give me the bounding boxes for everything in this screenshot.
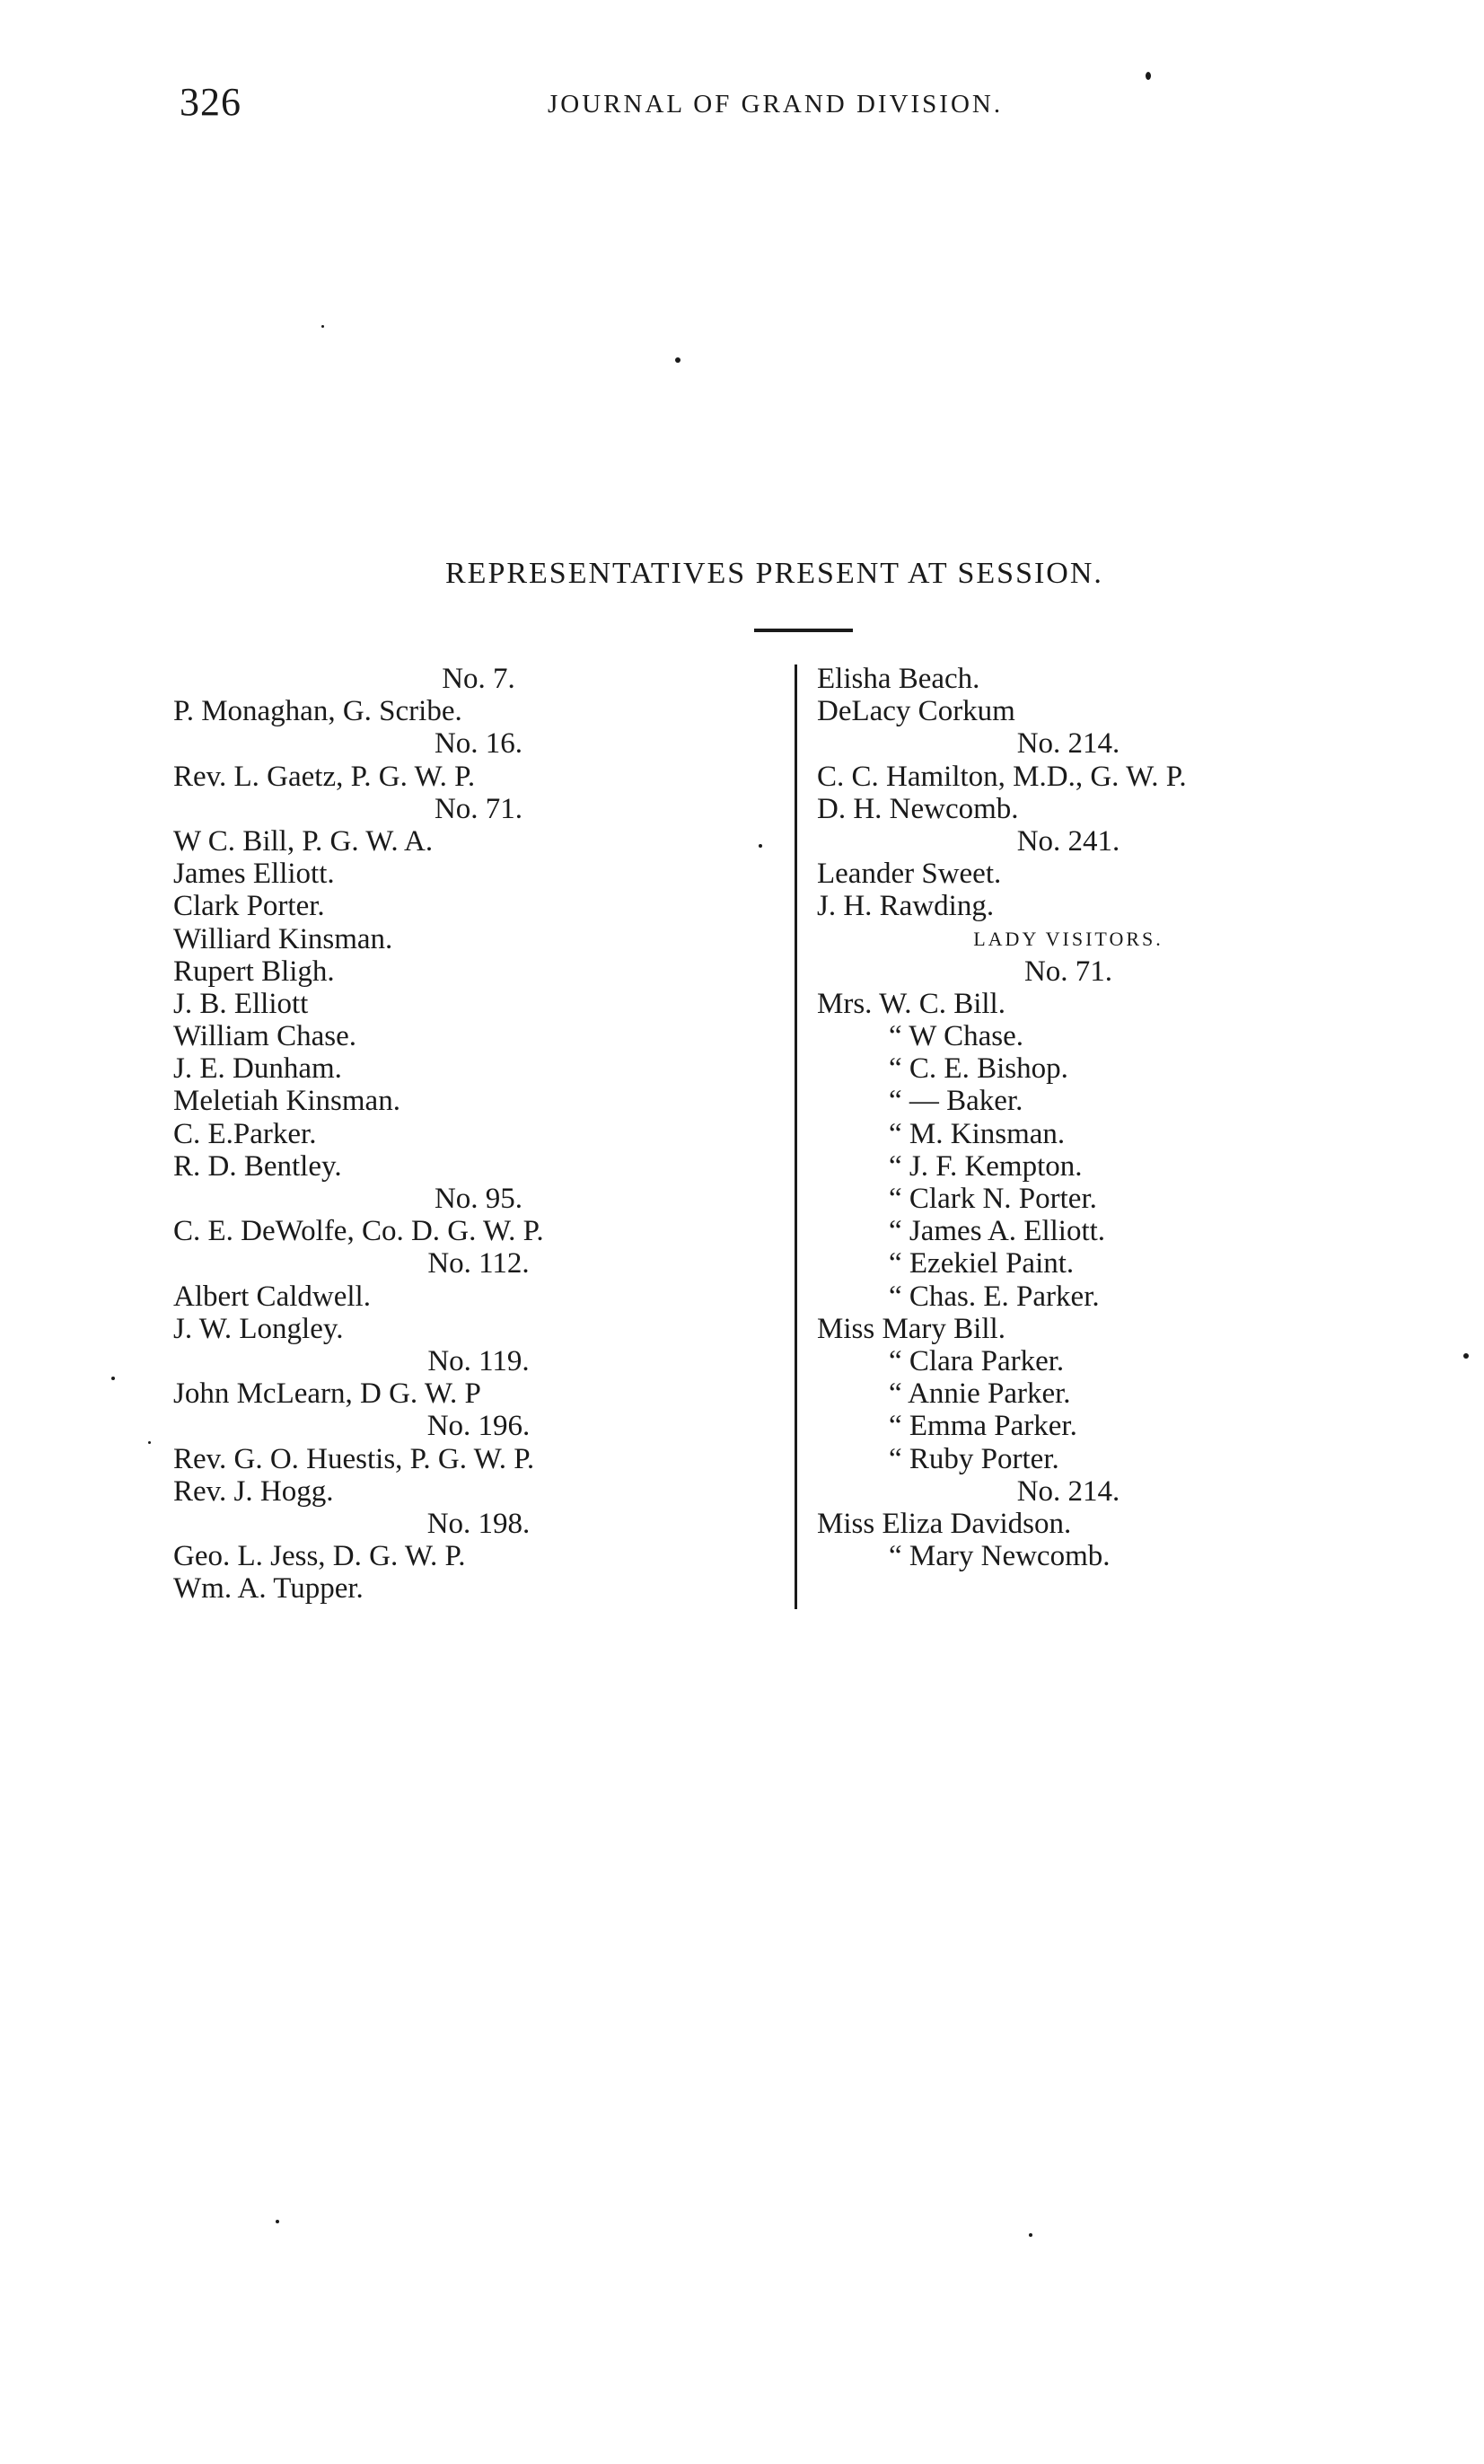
lodge-number-heading: No. 95. [434, 1183, 523, 1215]
ditto-name-entry: “ Clara Parker. [889, 1344, 1065, 1377]
left-column [173, 663, 784, 1605]
ditto-name-entry: “ M. Kinsman. [889, 1117, 1066, 1150]
lodge-number-heading: No. 214. [1016, 727, 1120, 761]
print-speck [276, 2220, 279, 2223]
representative-name: R. D. Bentley. [173, 1149, 342, 1183]
representative-name: D. H. Newcomb. [817, 792, 1019, 825]
column-divider [795, 664, 797, 1609]
representative-name: J. W. Longley. [173, 1312, 344, 1345]
representative-name: W C. Bill, P. G. W. A. [173, 824, 434, 858]
ditto-name-entry: “ Annie Parker. [889, 1377, 1071, 1411]
representative-name: Leander Sweet. [817, 858, 1002, 891]
print-speck [1029, 2233, 1032, 2237]
representative-name: Clark Porter. [173, 890, 325, 923]
ditto-name-entry: “ J. F. Kempton. [889, 1149, 1083, 1183]
print-speck [1146, 72, 1151, 80]
section-title: REPRESENTATIVES PRESENT AT SESSION. [445, 557, 1103, 590]
representative-name: Rev. L. Gaetz, P. G. W. P. [173, 760, 476, 793]
lodge-number-heading: No. 119. [427, 1344, 530, 1377]
lodge-number-heading: No. 71. [434, 792, 523, 825]
representative-name: C. C. Hamilton, M.D., G. W. P. [817, 760, 1187, 793]
representative-name: C. E. DeWolfe, Co. D. G. W. P. [173, 1215, 544, 1248]
ditto-name-entry: “ Emma Parker. [889, 1410, 1077, 1443]
representative-name: Wm. A. Tupper. [173, 1572, 364, 1606]
lodge-number-heading: No. 196. [426, 1410, 531, 1443]
representative-name: James Elliott. [173, 858, 335, 891]
representative-name: J. E. Dunham. [173, 1052, 342, 1086]
representative-name: Williard Kinsman. [173, 922, 393, 955]
representative-name: C. E.Parker. [173, 1117, 317, 1150]
representative-name: J. H. Rawding. [817, 890, 995, 923]
ditto-name-entry: “ Mary Newcomb. [889, 1540, 1111, 1573]
ditto-name-entry: “ W Chase. [889, 1020, 1023, 1053]
lodge-number-heading: No. 112. [427, 1247, 530, 1280]
representative-name: William Chase. [173, 1020, 356, 1053]
running-head: JOURNAL OF GRAND DIVISION. [548, 90, 1004, 119]
representative-name: John McLearn, D G. W. P [173, 1377, 481, 1411]
representative-name: Elisha Beach. [817, 663, 980, 695]
representative-name: Rupert Bligh. [173, 955, 335, 988]
print-speck [321, 325, 324, 328]
ditto-name-entry: “ Ruby Porter. [889, 1442, 1059, 1475]
representative-name: Geo. L. Jess, D. G. W. P. [173, 1540, 466, 1573]
representative-name: Meletiah Kinsman. [173, 1085, 400, 1118]
ditto-name-entry: “ Clark N. Porter. [889, 1183, 1097, 1215]
lodge-number-heading: No. 7. [442, 663, 515, 695]
representative-name: DeLacy Corkum [817, 695, 1015, 728]
lodge-number-heading: No. 71. [1023, 955, 1113, 988]
ditto-name-entry: “ — Baker. [889, 1085, 1023, 1118]
print-speck [148, 1441, 151, 1444]
lodge-number-heading: No. 198. [426, 1507, 531, 1540]
lady-visitors-heading: LADY VISITORS. [973, 927, 1163, 950]
ditto-name-entry: “ James A. Elliott. [889, 1215, 1106, 1248]
representative-name: Rev. G. O. Huestis, P. G. W. P. [173, 1442, 535, 1475]
lodge-number-heading: No. 241. [1016, 824, 1120, 858]
representative-name: J. B. Elliott [173, 987, 309, 1020]
ditto-name-entry: “ Ezekiel Paint. [889, 1247, 1075, 1280]
representative-name: Miss Mary Bill. [817, 1312, 1005, 1345]
ditto-name-entry: “ Chas. E. Parker. [889, 1280, 1100, 1313]
print-speck [111, 1377, 115, 1380]
representative-name: Albert Caldwell. [173, 1280, 371, 1313]
representative-name: Mrs. W. C. Bill. [817, 987, 1005, 1020]
page-number: 326 [180, 80, 241, 124]
representative-name: Rev. J. Hogg. [173, 1474, 334, 1508]
right-column [817, 663, 1320, 1572]
lodge-number-heading: No. 214. [1016, 1474, 1120, 1508]
representative-name: Miss Eliza Davidson. [817, 1507, 1072, 1540]
ditto-name-entry: “ C. E. Bishop. [889, 1052, 1068, 1086]
representative-name: P. Monaghan, G. Scribe. [173, 695, 462, 728]
title-rule [754, 629, 853, 632]
print-speck [1463, 1353, 1469, 1359]
print-speck [675, 357, 681, 363]
lodge-number-heading: No. 16. [434, 727, 523, 761]
